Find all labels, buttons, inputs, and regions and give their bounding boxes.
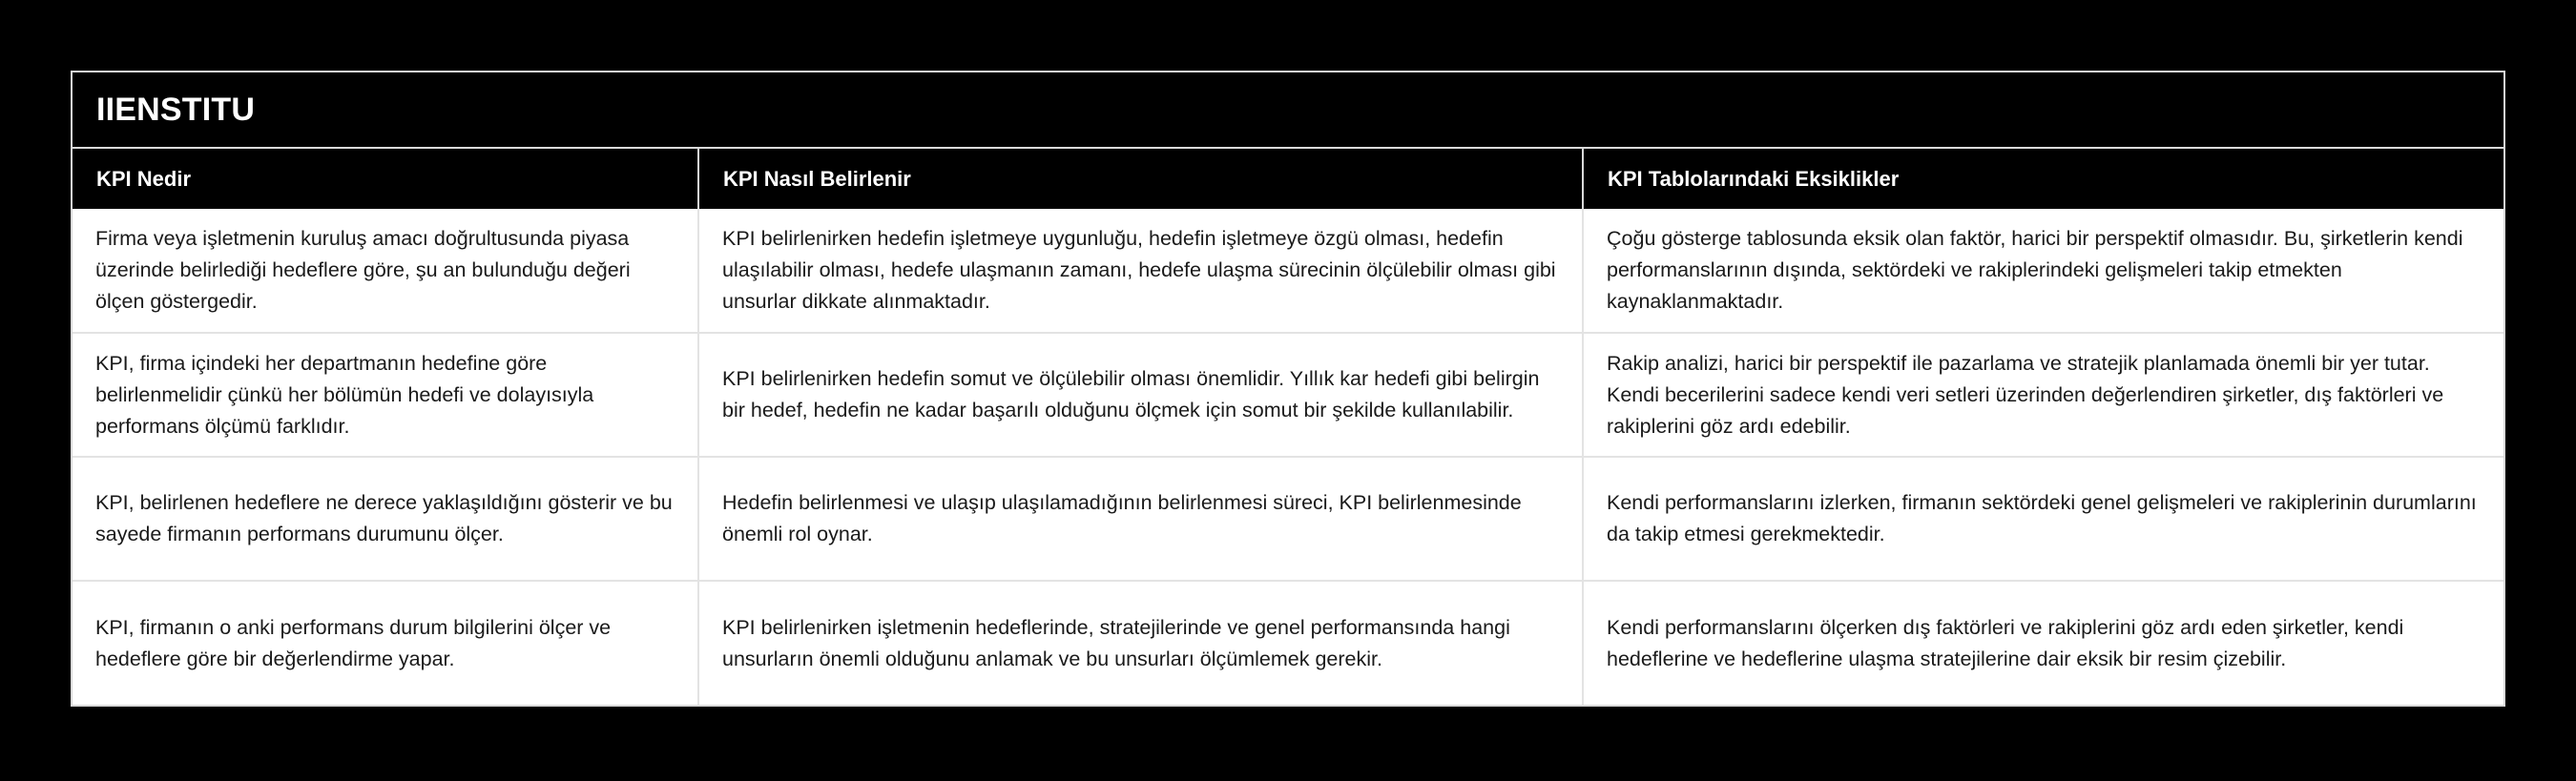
table-row	[73, 333, 2503, 457]
table-cell: KPI belirlenirken işletmenin hedeflerinde, stratejilerinde ve genel performansında hangi unsurların önemli olduğunu anlamak ve bu unsurları ölçümlemek gerekir.	[698, 581, 1583, 705]
table-cell: KPI belirlenirken hedefin işletmeye uygunluğu, hedefin işletmeye özgü olması, hedefin ulaşılabilir olması, hedefe ulaşmanın zamanı, hedefe ulaşma sürecinin ölçülebilir olması gibi unsurlar dikkate alınmaktadır.	[698, 209, 1583, 333]
table-cell: KPI, firma içindeki her departmanın hedefine göre belirlenmelidir çünkü her bölümün hedefi ve dolayısıyla performans ölçümü farklıdır.	[73, 333, 698, 457]
kpi-table-grid	[73, 149, 2503, 705]
column-header-kpi-tablolarindaki-eksiklikler: KPI Tablolarındaki Eksiklikler	[1583, 149, 2503, 209]
table-cell: Hedefin belirlenmesi ve ulaşıp ulaşılamadığının belirlenmesi süreci, KPI belirlenmesinde önemli rol oynar.	[698, 457, 1583, 581]
kpi-comparison-table	[71, 71, 2505, 707]
table-row	[73, 457, 2503, 581]
table-row	[73, 209, 2503, 333]
table-row	[73, 581, 2503, 705]
table-title: IIENSTITU	[73, 72, 2503, 149]
column-header-kpi-nedir: KPI Nedir	[73, 149, 698, 209]
column-header-kpi-nasil-belirlenir: KPI Nasıl Belirlenir	[698, 149, 1583, 209]
table-cell: KPI, belirlenen hedeflere ne derece yaklaşıldığını gösterir ve bu sayede firmanın performans durumunu ölçer.	[73, 457, 698, 581]
table-cell: Kendi performanslarını ölçerken dış faktörleri ve rakiplerini göz ardı eden şirketler, kendi hedeflerine ve hedeflerine ulaşma stratejilerine dair eksik bir resim çizebilir.	[1583, 581, 2503, 705]
table-cell: Firma veya işletmenin kuruluş amacı doğrultusunda piyasa üzerinde belirlediği hedeflere göre, şu an bulunduğu değeri ölçen göstergedir.	[73, 209, 698, 333]
table-cell: KPI belirlenirken hedefin somut ve ölçülebilir olması önemlidir. Yıllık kar hedefi gibi belirgin bir hedef, hedefin ne kadar başarılı olduğunu ölçmek için somut bir şekilde kullanılabilir.	[698, 333, 1583, 457]
header-row	[73, 149, 2503, 209]
table-cell: Kendi performanslarını izlerken, firmanın sektördeki genel gelişmeleri ve rakiplerinin durumlarını da takip etmesi gerekmektedir.	[1583, 457, 2503, 581]
table-cell: KPI, firmanın o anki performans durum bilgilerini ölçer ve hedeflere göre bir değerlendirme yapar.	[73, 581, 698, 705]
table-cell: Rakip analizi, harici bir perspektif ile pazarlama ve stratejik planlamada önemli bir yer tutar. Kendi becerilerini sadece kendi veri setleri üzerinden değerlendiren şirketler, dış faktörleri ve rakiplerini göz ardı edebilir.	[1583, 333, 2503, 457]
table-cell: Çoğu gösterge tablosunda eksik olan faktör, harici bir perspektif olmasıdır. Bu, şirketlerin kendi performanslarının dışında, sektördeki ve rakiplerindeki gelişmeleri takip etmekten kaynaklanmaktadır.	[1583, 209, 2503, 333]
